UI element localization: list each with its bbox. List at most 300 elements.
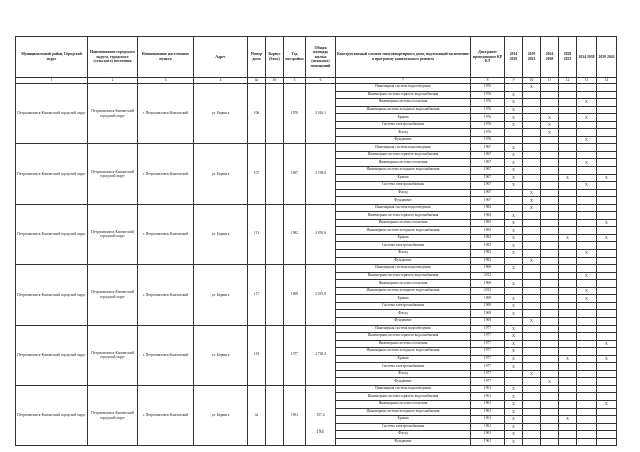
last-repair-date-cell: 1976: [471, 91, 505, 99]
period-mark-cell: [541, 272, 559, 280]
period-mark-cell: X: [505, 302, 523, 310]
period-mark-cell: X: [505, 167, 523, 175]
period-mark-cell: [577, 234, 597, 242]
period-mark-cell: [523, 272, 541, 280]
period-mark-cell: X: [505, 265, 523, 273]
area-cell: 2 839,6: [306, 204, 336, 264]
last-repair-date-cell: 1967: [471, 174, 505, 182]
structural-element-cell: Инженерная система водоотведения: [336, 84, 471, 92]
house-number-cell: 4а: [248, 385, 266, 445]
locality-cell: г. Петропавловск-Камчатский: [138, 265, 194, 325]
period-mark-cell: X: [505, 295, 523, 303]
period-mark-cell: X: [505, 310, 523, 318]
period-mark-cell: [577, 280, 597, 288]
period-mark-cell: [597, 189, 617, 197]
period-mark-cell: [523, 114, 541, 122]
period-mark-cell: [597, 325, 617, 333]
period-mark-cell: [523, 378, 541, 386]
period-mark-cell: [523, 121, 541, 129]
period-mark-cell: X: [505, 325, 523, 333]
period-mark-cell: [505, 378, 523, 386]
last-repair-date-cell: 1969: [471, 302, 505, 310]
period-mark-cell: [541, 408, 559, 416]
header-block: Корпус (блок): [266, 37, 284, 78]
structural-element-cell: Инженерная система отопления: [336, 280, 471, 288]
period-mark-cell: [541, 370, 559, 378]
period-mark-cell: [577, 355, 597, 363]
period-mark-cell: [541, 393, 559, 401]
period-mark-cell: [577, 257, 597, 265]
period-mark-cell: [577, 227, 597, 235]
capital-repair-table-sheet: [15, 36, 616, 446]
period-mark-cell: [505, 317, 523, 325]
table-body: [16, 84, 617, 446]
period-mark-cell: [597, 151, 617, 159]
period-mark-cell: X: [577, 136, 597, 144]
structural-element-cell: Крыша: [336, 174, 471, 182]
structural-element-cell: Система электроснабжения: [336, 423, 471, 431]
structural-element-cell: Инженерная система горячего водоснабжения: [336, 91, 471, 99]
period-mark-cell: [577, 242, 597, 250]
period-mark-cell: [597, 310, 617, 318]
table-row: [16, 385, 617, 393]
period-mark-cell: [541, 219, 559, 227]
period-mark-cell: X: [541, 121, 559, 129]
period-mark-cell: [597, 385, 617, 393]
period-mark-cell: [577, 393, 597, 401]
last-repair-date-cell: 1977: [471, 325, 505, 333]
period-mark-cell: [597, 91, 617, 99]
period-mark-cell: [597, 212, 617, 220]
district-cell: Петропавловск-Камчатский городской округ: [16, 204, 88, 264]
period-mark-cell: [541, 159, 559, 167]
structural-element-cell: Крыша: [336, 234, 471, 242]
structural-element-cell: Инженерная система горячего водоснабжения: [336, 393, 471, 401]
period-mark-cell: [597, 272, 617, 280]
period-mark-cell: X: [505, 174, 523, 182]
period-mark-cell: [559, 385, 577, 393]
settlement-cell: Петропавловск-Камчатский городской округ: [88, 385, 138, 445]
period-mark-cell: [541, 250, 559, 258]
column-number: 1: [16, 78, 88, 84]
structural-element-cell: Инженерная система холодного водоснабжения: [336, 167, 471, 175]
structural-element-cell: Система электроснабжения: [336, 242, 471, 250]
period-mark-cell: [559, 280, 577, 288]
last-repair-date-cell: 1982: [471, 257, 505, 265]
period-mark-cell: [523, 182, 541, 190]
period-mark-cell: [541, 317, 559, 325]
locality-cell: г. Петропавловск-Камчатский: [138, 144, 194, 204]
period-mark-cell: X: [577, 114, 597, 122]
column-number: 12: [559, 78, 577, 84]
period-mark-cell: [541, 287, 559, 295]
period-mark-cell: [541, 151, 559, 159]
period-mark-cell: [597, 204, 617, 212]
structural-element-cell: Инженерная система водоотведения: [336, 385, 471, 393]
period-mark-cell: [541, 385, 559, 393]
structural-element-cell: Фасад: [336, 370, 471, 378]
period-mark-cell: [541, 333, 559, 341]
period-mark-cell: [523, 219, 541, 227]
last-repair-date-cell: 1961: [471, 393, 505, 401]
period-mark-cell: [559, 378, 577, 386]
period-mark-cell: [577, 400, 597, 408]
house-number-cell: 106: [248, 84, 266, 144]
header-period-2029-2033: 2029 2033: [559, 37, 577, 78]
period-mark-cell: [577, 212, 597, 220]
period-mark-cell: [541, 265, 559, 273]
period-mark-cell: [523, 159, 541, 167]
period-mark-cell: X: [577, 250, 597, 258]
period-mark-cell: [597, 250, 617, 258]
period-mark-cell: [559, 159, 577, 167]
period-mark-cell: [523, 302, 541, 310]
period-mark-cell: X: [577, 272, 597, 280]
period-mark-cell: X: [541, 378, 559, 386]
last-repair-date-cell: 1977: [471, 348, 505, 356]
last-repair-date-cell: 1977: [471, 378, 505, 386]
column-number: 3: [138, 78, 194, 84]
period-mark-cell: [577, 219, 597, 227]
period-mark-cell: [559, 363, 577, 371]
period-mark-cell: X: [505, 280, 523, 288]
table-row: [16, 144, 617, 152]
structural-element-cell: Инженерная система горячего водоснабжения: [336, 151, 471, 159]
period-mark-cell: [597, 295, 617, 303]
last-repair-date-cell: 1977: [471, 363, 505, 371]
structural-element-cell: Фундамент: [336, 438, 471, 446]
period-mark-cell: [523, 91, 541, 99]
period-mark-cell: [505, 370, 523, 378]
period-mark-cell: [559, 287, 577, 295]
district-cell: Петропавловск-Камчатский городской округ: [16, 265, 88, 325]
block-cell: [266, 144, 284, 204]
structural-element-cell: Система электроснабжения: [336, 363, 471, 371]
area-cell: 357,4: [306, 385, 336, 445]
district-cell: Петропавловск-Камчатский городской округ: [16, 144, 88, 204]
period-mark-cell: [523, 287, 541, 295]
header-house-number: Номер дома: [248, 37, 266, 78]
year-built-cell: 1967: [284, 144, 306, 204]
area-cell: 2 198,8: [306, 144, 336, 204]
period-mark-cell: X: [523, 197, 541, 205]
period-mark-cell: [577, 416, 597, 424]
period-mark-cell: [559, 242, 577, 250]
period-mark-cell: X: [505, 242, 523, 250]
period-mark-cell: X: [597, 340, 617, 348]
period-mark-cell: [559, 408, 577, 416]
period-mark-cell: [559, 340, 577, 348]
period-mark-cell: [559, 317, 577, 325]
last-repair-date-cell: 1967: [471, 197, 505, 205]
period-mark-cell: [505, 204, 523, 212]
district-cell: Петропавловск-Камчатский городской округ: [16, 84, 88, 144]
period-mark-cell: [559, 197, 577, 205]
period-mark-cell: [559, 189, 577, 197]
period-mark-cell: X: [505, 408, 523, 416]
period-mark-cell: [577, 370, 597, 378]
period-mark-cell: [541, 325, 559, 333]
period-mark-cell: [597, 408, 617, 416]
last-repair-date-cell: 1976: [471, 99, 505, 107]
last-repair-date-cell: 1961: [471, 400, 505, 408]
year-built-cell: 1982: [284, 204, 306, 264]
year-built-cell: 1969: [284, 265, 306, 325]
period-mark-cell: [597, 363, 617, 371]
year-built-cell: 1961: [284, 385, 306, 445]
period-mark-cell: [523, 242, 541, 250]
period-mark-cell: [577, 317, 597, 325]
period-mark-cell: [559, 333, 577, 341]
column-number: 5: [284, 78, 306, 84]
period-mark-cell: [559, 99, 577, 107]
period-mark-cell: [559, 114, 577, 122]
period-mark-cell: [559, 400, 577, 408]
period-mark-cell: [597, 227, 617, 235]
block-cell: [266, 325, 284, 385]
settlement-cell: Петропавловск-Камчатский городской округ: [88, 204, 138, 264]
period-mark-cell: [577, 378, 597, 386]
period-mark-cell: [523, 340, 541, 348]
structural-element-cell: Инженерная система холодного водоснабжения: [336, 348, 471, 356]
column-number: 6: [306, 78, 336, 84]
period-mark-cell: [577, 197, 597, 205]
period-mark-cell: [559, 393, 577, 401]
period-mark-cell: [541, 182, 559, 190]
period-mark-cell: [523, 129, 541, 137]
period-mark-cell: [559, 136, 577, 144]
period-mark-cell: [597, 242, 617, 250]
period-mark-cell: [597, 287, 617, 295]
period-mark-cell: X: [505, 385, 523, 393]
period-mark-cell: X: [505, 416, 523, 424]
period-mark-cell: X: [559, 416, 577, 424]
period-mark-cell: [523, 144, 541, 152]
street-cell: ул. Беринга: [194, 84, 248, 144]
period-mark-cell: [523, 280, 541, 288]
structural-element-cell: Инженерная система холодного водоснабжения: [336, 227, 471, 235]
last-repair-date-cell: 1982: [471, 250, 505, 258]
period-mark-cell: [559, 219, 577, 227]
period-mark-cell: X: [505, 114, 523, 122]
period-mark-cell: X: [597, 355, 617, 363]
area-cell: 3 016,1: [306, 84, 336, 144]
period-mark-cell: [541, 174, 559, 182]
period-mark-cell: [505, 136, 523, 144]
period-mark-cell: X: [523, 189, 541, 197]
area-cell: 2 019,8: [306, 265, 336, 325]
period-mark-cell: [577, 340, 597, 348]
period-mark-cell: [541, 99, 559, 107]
period-mark-cell: [559, 121, 577, 129]
structural-element-cell: Фундамент: [336, 197, 471, 205]
period-mark-cell: X: [505, 91, 523, 99]
period-mark-cell: [577, 408, 597, 416]
period-mark-cell: X: [523, 204, 541, 212]
column-number: 14: [597, 78, 617, 84]
period-mark-cell: [559, 302, 577, 310]
period-mark-cell: [523, 99, 541, 107]
period-mark-cell: X: [505, 212, 523, 220]
last-repair-date-cell: 1976: [471, 129, 505, 137]
block-cell: [266, 385, 284, 445]
structural-element-cell: Система электроснабжения: [336, 302, 471, 310]
period-mark-cell: [559, 438, 577, 446]
period-mark-cell: X: [505, 348, 523, 356]
column-number: 13: [577, 78, 597, 84]
last-repair-date-cell: 1982: [471, 227, 505, 235]
structural-element-cell: Фундамент: [336, 317, 471, 325]
settlement-cell: Петропавловск-Камчатский городской округ: [88, 325, 138, 385]
structural-element-cell: Инженерная система отопления: [336, 400, 471, 408]
structural-element-cell: Инженерная система водоотведения: [336, 144, 471, 152]
period-mark-cell: [523, 167, 541, 175]
period-mark-cell: [541, 136, 559, 144]
period-mark-cell: [577, 167, 597, 175]
last-repair-date-cell: 1961: [471, 416, 505, 424]
period-mark-cell: [577, 129, 597, 137]
period-mark-cell: [597, 121, 617, 129]
period-mark-cell: X: [559, 355, 577, 363]
settlement-cell: Петропавловск-Камчатский городской округ: [88, 144, 138, 204]
header-structural-element: Конструктивный элемент многоквартирного дома, подлежащий включению в программу капитального ремонта: [336, 37, 471, 78]
column-number: 11: [541, 78, 559, 84]
period-mark-cell: [541, 416, 559, 424]
period-mark-cell: X: [597, 400, 617, 408]
period-mark-cell: [523, 333, 541, 341]
period-mark-cell: X: [505, 99, 523, 107]
period-mark-cell: [523, 416, 541, 424]
locality-cell: г. Петропавловск-Камчатский: [138, 325, 194, 385]
structural-element-cell: Система электроснабжения: [336, 182, 471, 190]
period-mark-cell: [577, 333, 597, 341]
last-repair-date-cell: 1976: [471, 106, 505, 114]
period-mark-cell: [523, 295, 541, 303]
block-cell: [266, 204, 284, 264]
period-mark-cell: [541, 257, 559, 265]
period-mark-cell: [559, 204, 577, 212]
structural-element-cell: Инженерная система холодного водоснабжения: [336, 408, 471, 416]
period-mark-cell: X: [523, 257, 541, 265]
period-mark-cell: [541, 302, 559, 310]
column-number: 10: [523, 78, 541, 84]
period-mark-cell: [577, 84, 597, 92]
street-cell: ул. Беринга: [194, 385, 248, 445]
period-mark-cell: [523, 408, 541, 416]
period-mark-cell: X: [577, 99, 597, 107]
period-mark-cell: [523, 363, 541, 371]
period-mark-cell: [559, 325, 577, 333]
period-mark-cell: [523, 151, 541, 159]
period-mark-cell: [523, 227, 541, 235]
period-mark-cell: [577, 302, 597, 310]
period-mark-cell: X: [559, 234, 577, 242]
period-mark-cell: X: [505, 340, 523, 348]
period-mark-cell: [523, 212, 541, 220]
period-mark-cell: X: [505, 159, 523, 167]
period-mark-cell: X: [577, 159, 597, 167]
header-address: Адрес: [194, 37, 248, 78]
last-repair-date-cell: 1969: [471, 317, 505, 325]
period-mark-cell: [523, 250, 541, 258]
period-mark-cell: [577, 325, 597, 333]
period-mark-cell: [597, 378, 617, 386]
table-row: [16, 204, 617, 212]
period-mark-cell: [577, 106, 597, 114]
last-repair-date-cell: 1967: [471, 182, 505, 190]
period-mark-cell: [559, 91, 577, 99]
period-mark-cell: [597, 136, 617, 144]
locality-cell: г. Петропавловск-Камчатский: [138, 204, 194, 264]
period-mark-cell: [597, 348, 617, 356]
period-mark-cell: [541, 438, 559, 446]
period-mark-cell: X: [505, 234, 523, 242]
last-repair-date-cell: 1977: [471, 355, 505, 363]
last-repair-date-cell: 1967: [471, 189, 505, 197]
period-mark-cell: X: [505, 363, 523, 371]
street-cell: ул. Беринга: [194, 265, 248, 325]
period-mark-cell: X: [505, 144, 523, 152]
period-mark-cell: X: [597, 234, 617, 242]
period-mark-cell: X: [523, 317, 541, 325]
structural-element-cell: Инженерная система горячего водоснабжения: [336, 272, 471, 280]
period-mark-cell: [523, 310, 541, 318]
page-number: 194: [316, 430, 324, 435]
last-repair-date-cell: 1977: [471, 340, 505, 348]
period-mark-cell: X: [505, 106, 523, 114]
header-period-2019-2023: 2019 2023: [523, 37, 541, 78]
last-repair-date-cell: 1982: [471, 204, 505, 212]
street-cell: ул. Беринга: [194, 325, 248, 385]
last-repair-date-cell: 1969: [471, 265, 505, 273]
period-mark-cell: [597, 333, 617, 341]
period-mark-cell: [597, 302, 617, 310]
period-mark-cell: [577, 385, 597, 393]
settlement-cell: Петропавловск-Камчатский городской округ: [88, 265, 138, 325]
period-mark-cell: X: [505, 219, 523, 227]
header-settlement: Наименование городского округа, городского (сельского) поселения: [88, 37, 138, 78]
structural-element-cell: Инженерная система водоотведения: [336, 204, 471, 212]
period-mark-cell: [541, 242, 559, 250]
street-cell: ул. Беринга: [194, 144, 248, 204]
column-number: 4а: [248, 78, 266, 84]
period-mark-cell: [597, 182, 617, 190]
period-mark-cell: X: [505, 393, 523, 401]
period-mark-cell: [597, 257, 617, 265]
period-mark-cell: X: [577, 287, 597, 295]
period-mark-cell: X: [577, 295, 597, 303]
period-mark-cell: [541, 310, 559, 318]
period-mark-cell: [577, 91, 597, 99]
structural-element-cell: Фундамент: [336, 136, 471, 144]
house-number-cell: 113: [248, 204, 266, 264]
period-mark-cell: [559, 151, 577, 159]
period-mark-cell: X: [505, 227, 523, 235]
period-mark-cell: X: [505, 121, 523, 129]
last-repair-date-cell: 1976: [471, 121, 505, 129]
period-mark-cell: X: [505, 250, 523, 258]
period-mark-cell: X: [541, 114, 559, 122]
period-mark-cell: [577, 204, 597, 212]
period-mark-cell: [559, 265, 577, 273]
district-cell: Петропавловск-Камчатский городской округ: [16, 325, 88, 385]
period-mark-cell: [597, 393, 617, 401]
structural-element-cell: Крыша: [336, 295, 471, 303]
period-mark-cell: [541, 234, 559, 242]
settlement-cell: Петропавловск-Камчатский городской округ: [88, 84, 138, 144]
period-mark-cell: [597, 438, 617, 446]
table-row: [16, 265, 617, 273]
